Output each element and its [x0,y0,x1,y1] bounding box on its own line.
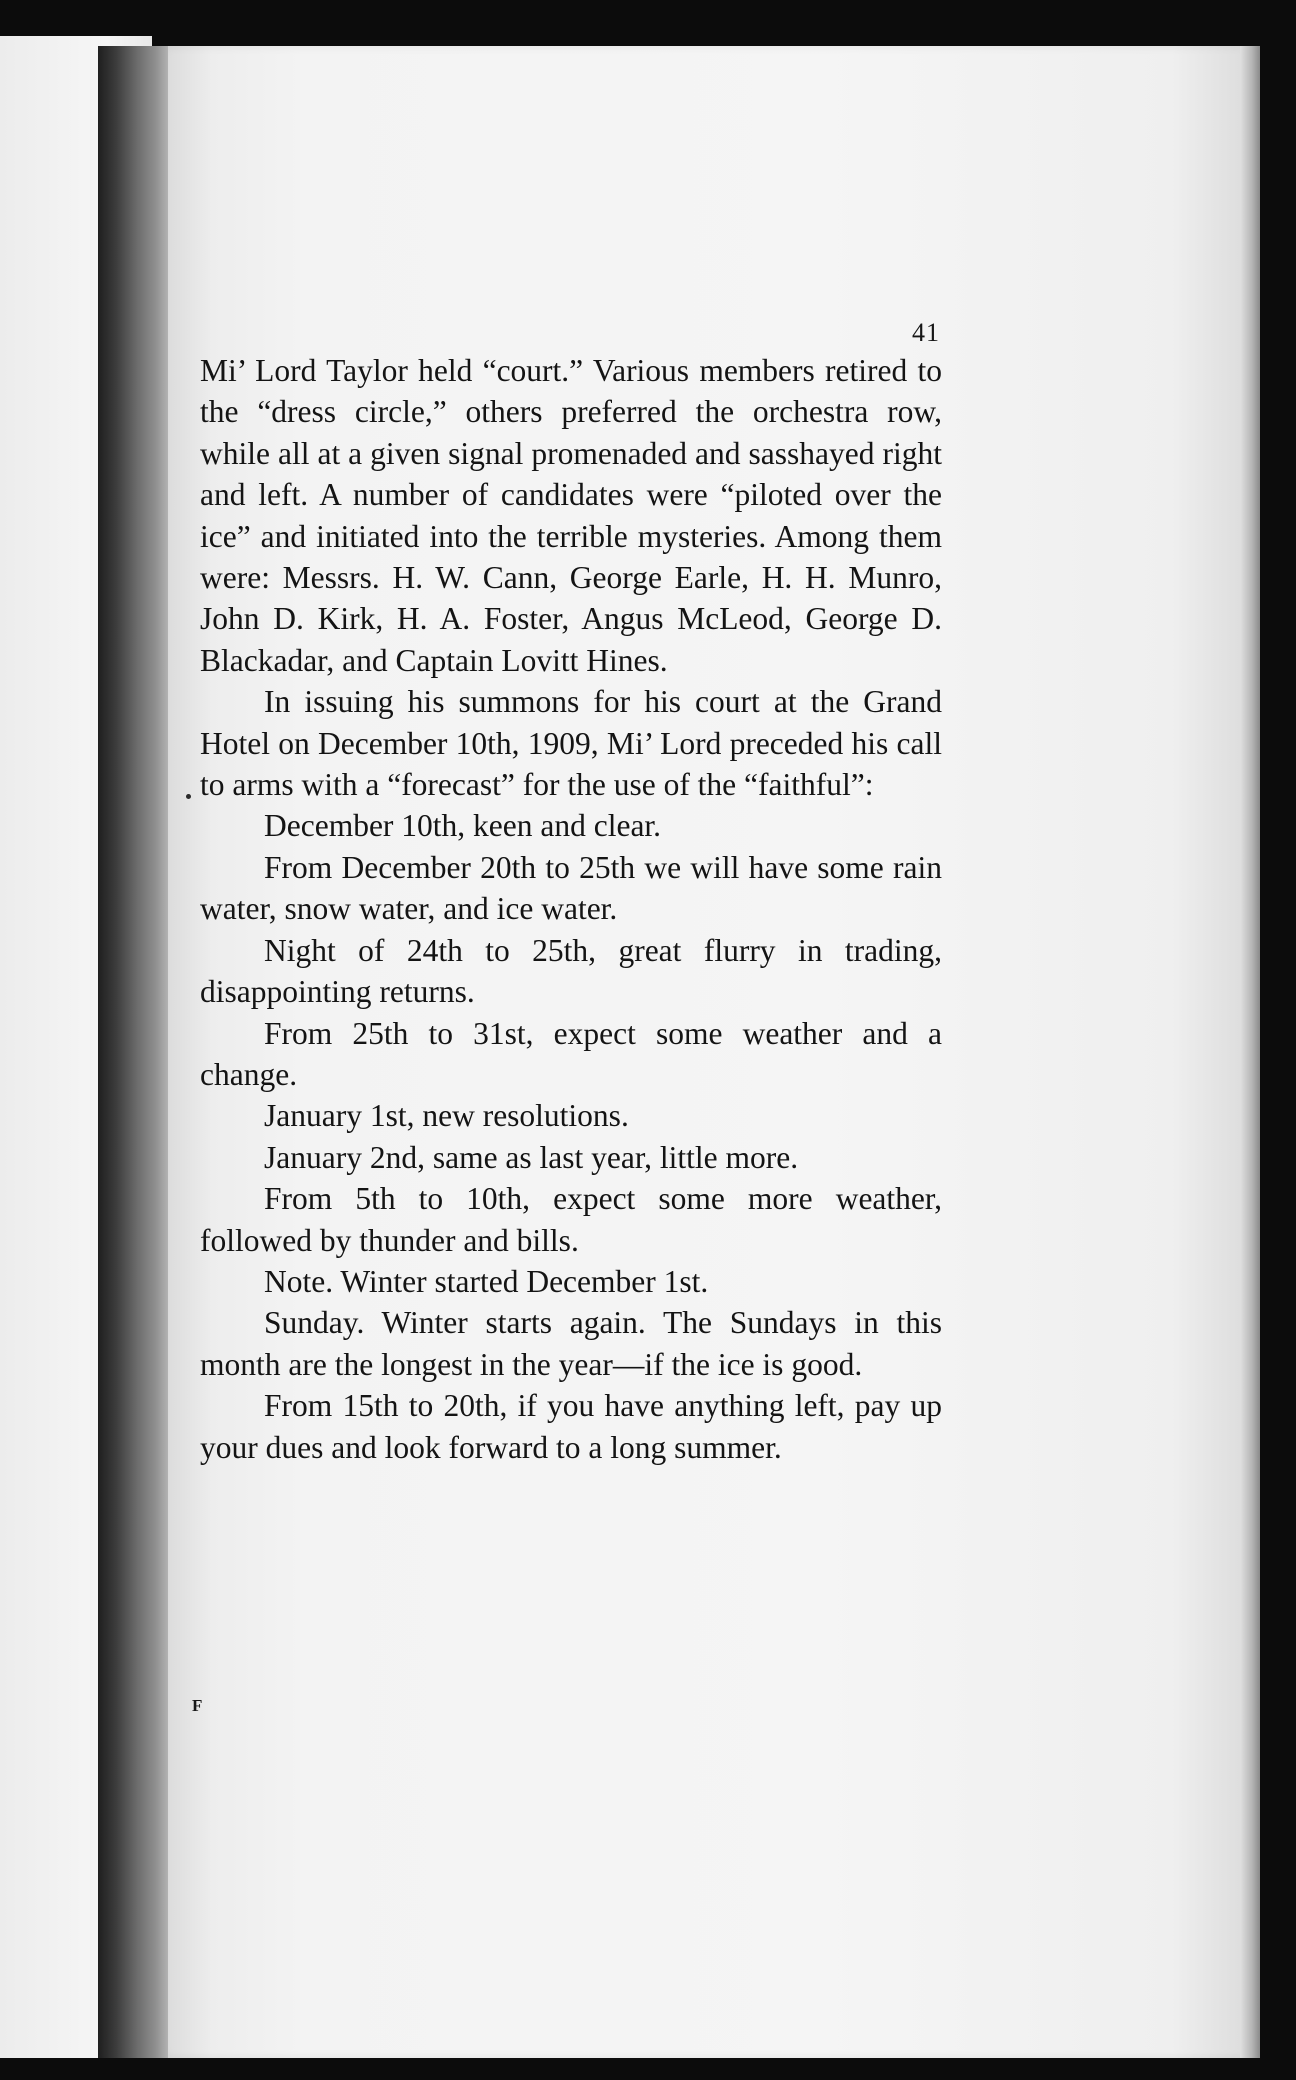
paragraph: From 15th to 20th, if you have anything left, pay up your dues and look forward to a long summer. [200,1388,942,1465]
paragraph: Night of 24th to 25th, great flurry in trading, disappointing returns. [200,932,942,1010]
body-text [200,350,942,1468]
paragraph: December 10th, keen and clear. [264,808,662,844]
paragraph: From 25th to 31st, expect some weather and a change. [200,1015,942,1092]
signature-mark: F [192,1696,203,1715]
paragraph: From December 20th to 25th we will have some rain water, snow water, and ice water. [200,849,942,927]
print-speck [186,794,191,799]
page-number: 41 [912,318,940,347]
paragraph: Mi’ Lord Taylor held “court.” Various members retired to the “dress circle,” others preferred the orchestra row, while all at a given signal promenaded and sasshayed right and left. A number of candidates were “piloted over the ice” and initiated into the terrible mysteries. Among them were: Messrs. H. W. Cann, George Earle, H. H. Munro, John D. Kirk, H. A. Foster, Angus McLeod, George D. Blackadar, and Captain Lovitt Hines. [200,353,942,678]
page-edge-shadow [1240,46,1260,2058]
paragraph: Sunday. Winter starts again. The Sundays in this month are the longest in the year—if the ice is good. [200,1305,942,1382]
paragraph: Note. Winter started December 1st. [264,1263,709,1299]
book-gutter [98,46,170,2058]
paragraph: From 5th to 10th, expect some more weather, followed by thunder and bills. [200,1181,942,1258]
paragraph: January 1st, new resolutions. [264,1098,629,1134]
paragraph: In issuing his summons for his court at the Grand Hotel on December 10th, 1909, Mi’ Lord preceded his call to arms with a “forecast” for the use of the “faithful”: [200,684,942,803]
paragraph: January 2nd, same as last year, little more. [264,1139,799,1175]
